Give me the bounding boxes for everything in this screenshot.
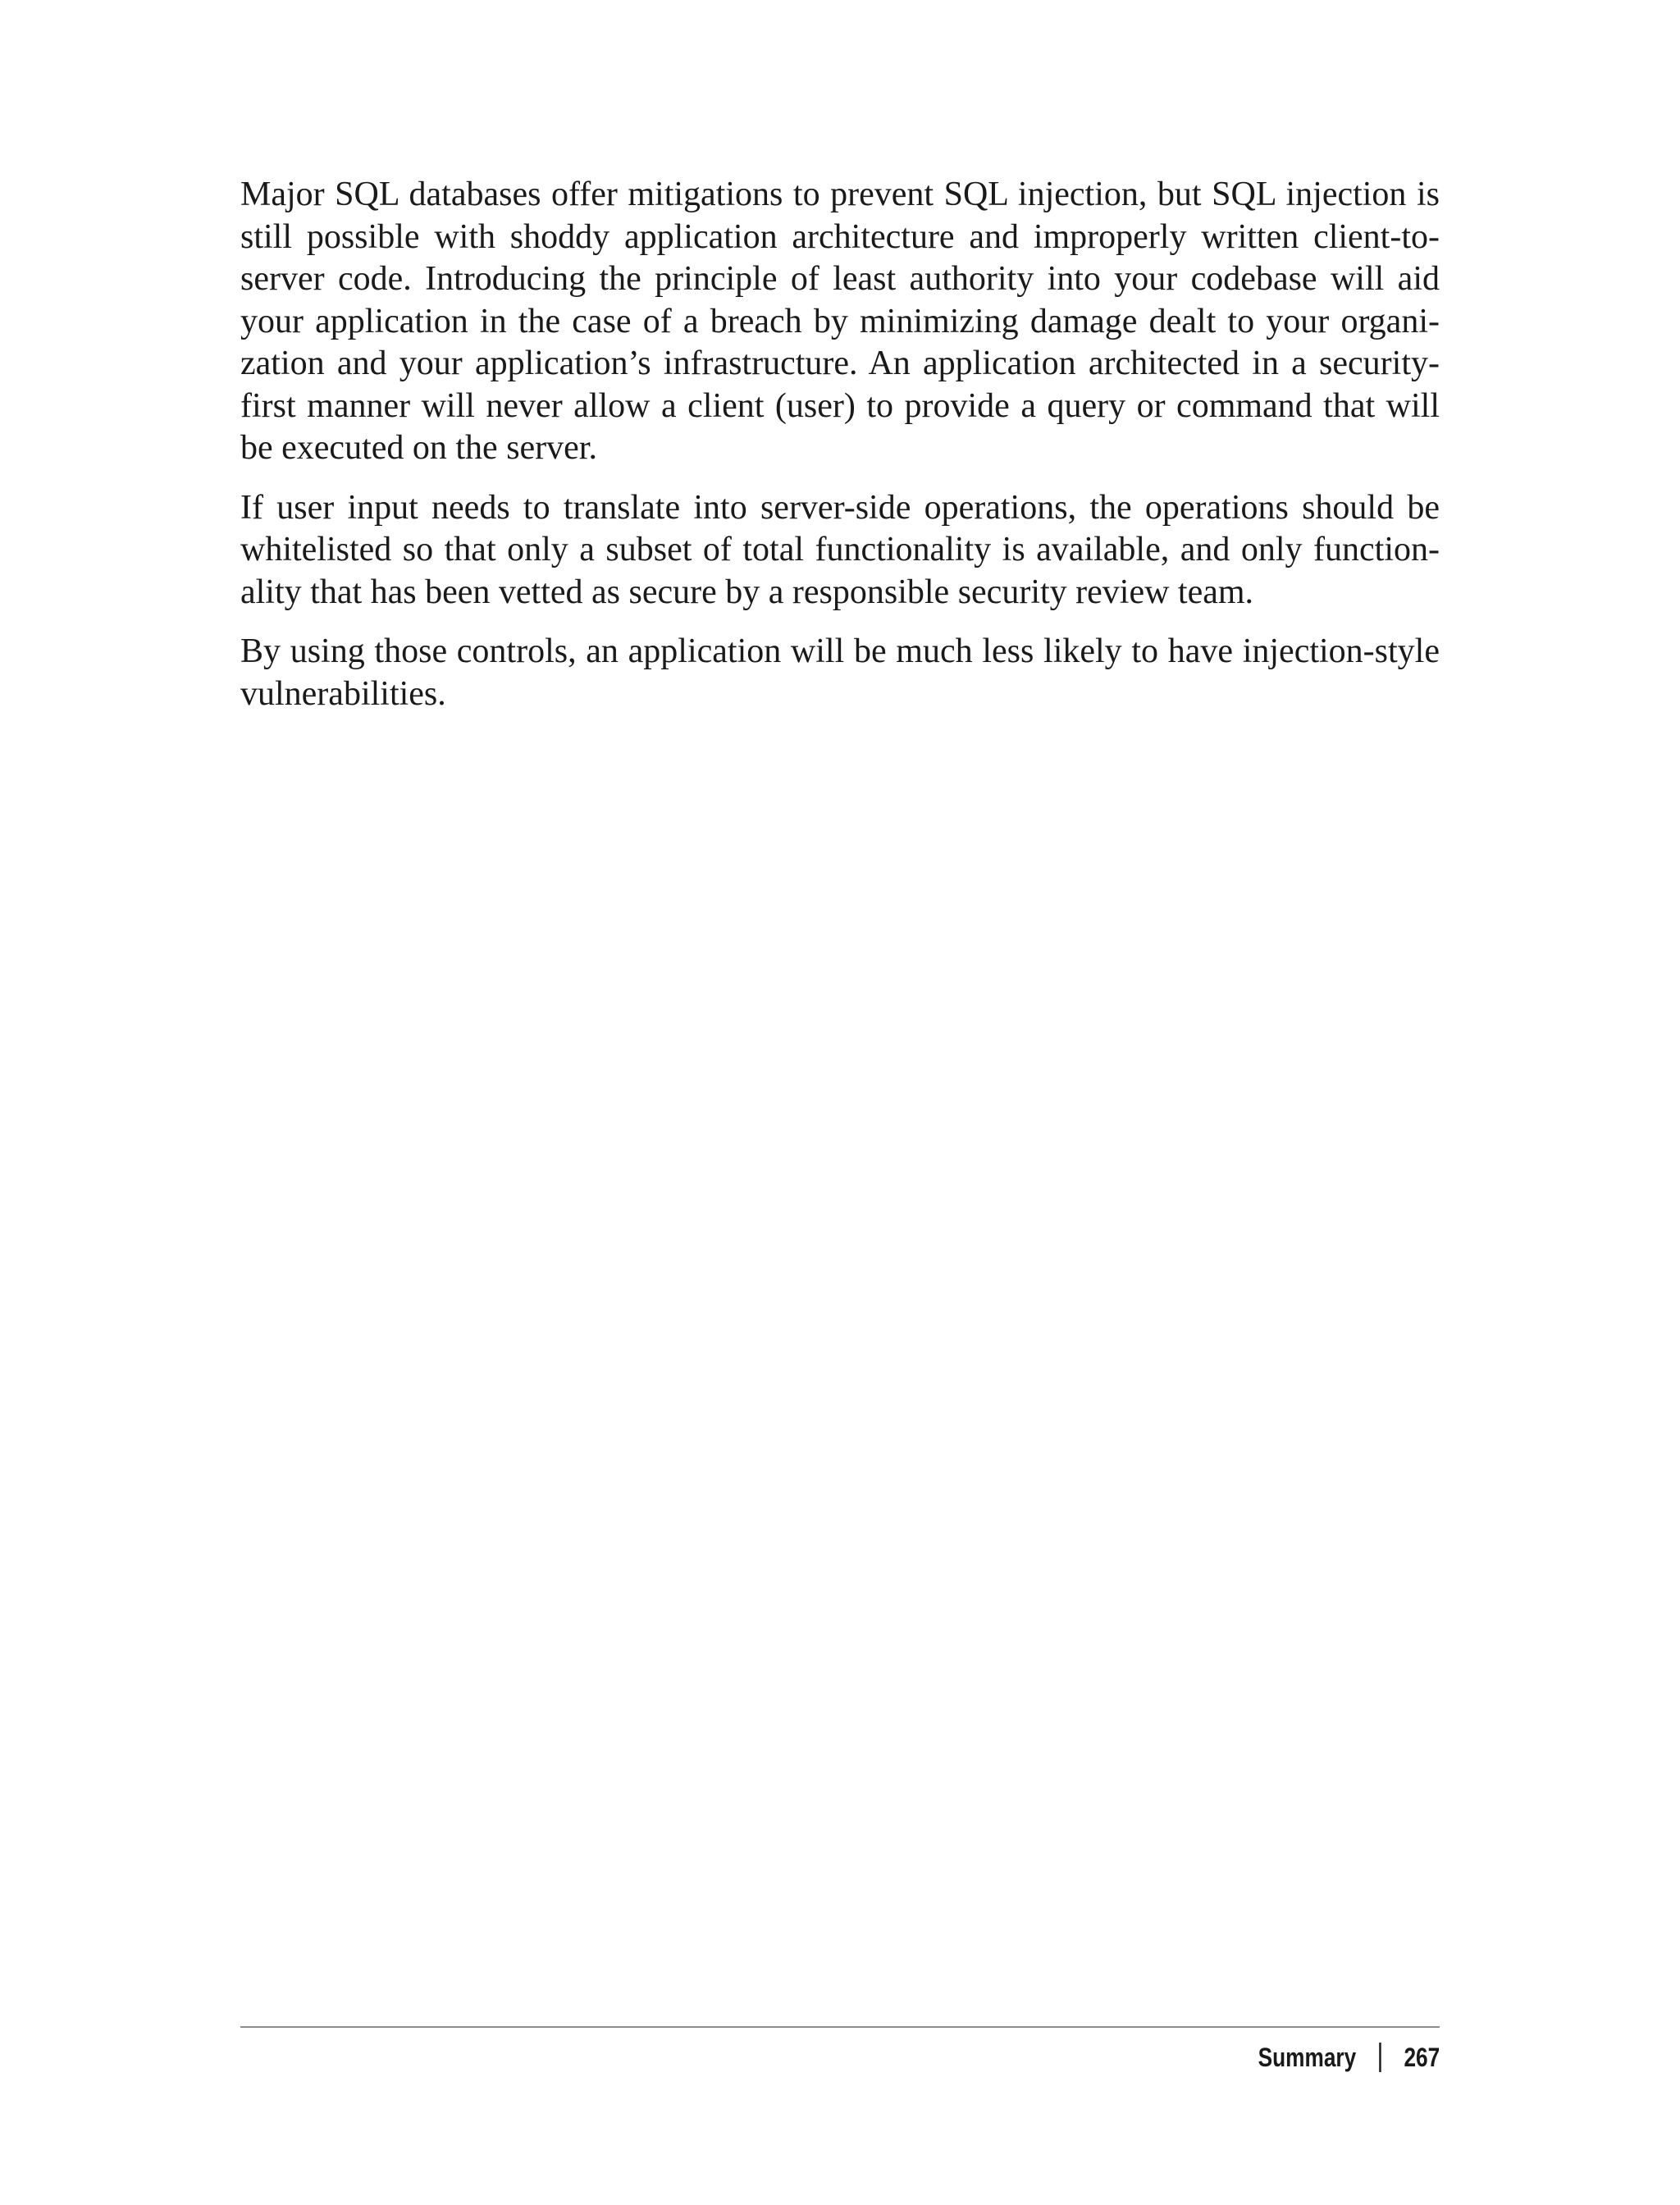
page-number: 267 — [1404, 2042, 1440, 2072]
body-paragraph-1: Major SQL databases offer mitigations to prevent SQL injection, but SQL injection is still possible with shoddy application architecture and improperly written client-to-server code. Introducing the principle of least authority into your codebase will aid your application in the case of a breach by minimizing damage dealt to your organization and your application’s infrastructure. An application architected in a security-first manner will never allow a client (user) to provide a query or command that will be executed on the server. — [240, 176, 1440, 467]
footer-divider — [240, 2026, 1440, 2028]
body-paragraph-3: By using those controls, an application will be much less likely to have injection-style vulnerabilities. — [240, 632, 1440, 713]
page-body — [240, 174, 1440, 733]
page-footer — [1258, 2038, 1440, 2077]
footer-separator — [1379, 2043, 1381, 2072]
body-paragraph-2: If user input needs to translate into server-side operations, the operations should be whitelisted so that only a subset of total functionality is available, and only functionality that has been vetted as secure by a responsible security review team. — [240, 488, 1440, 611]
footer-section-title: Summary — [1258, 2042, 1356, 2072]
